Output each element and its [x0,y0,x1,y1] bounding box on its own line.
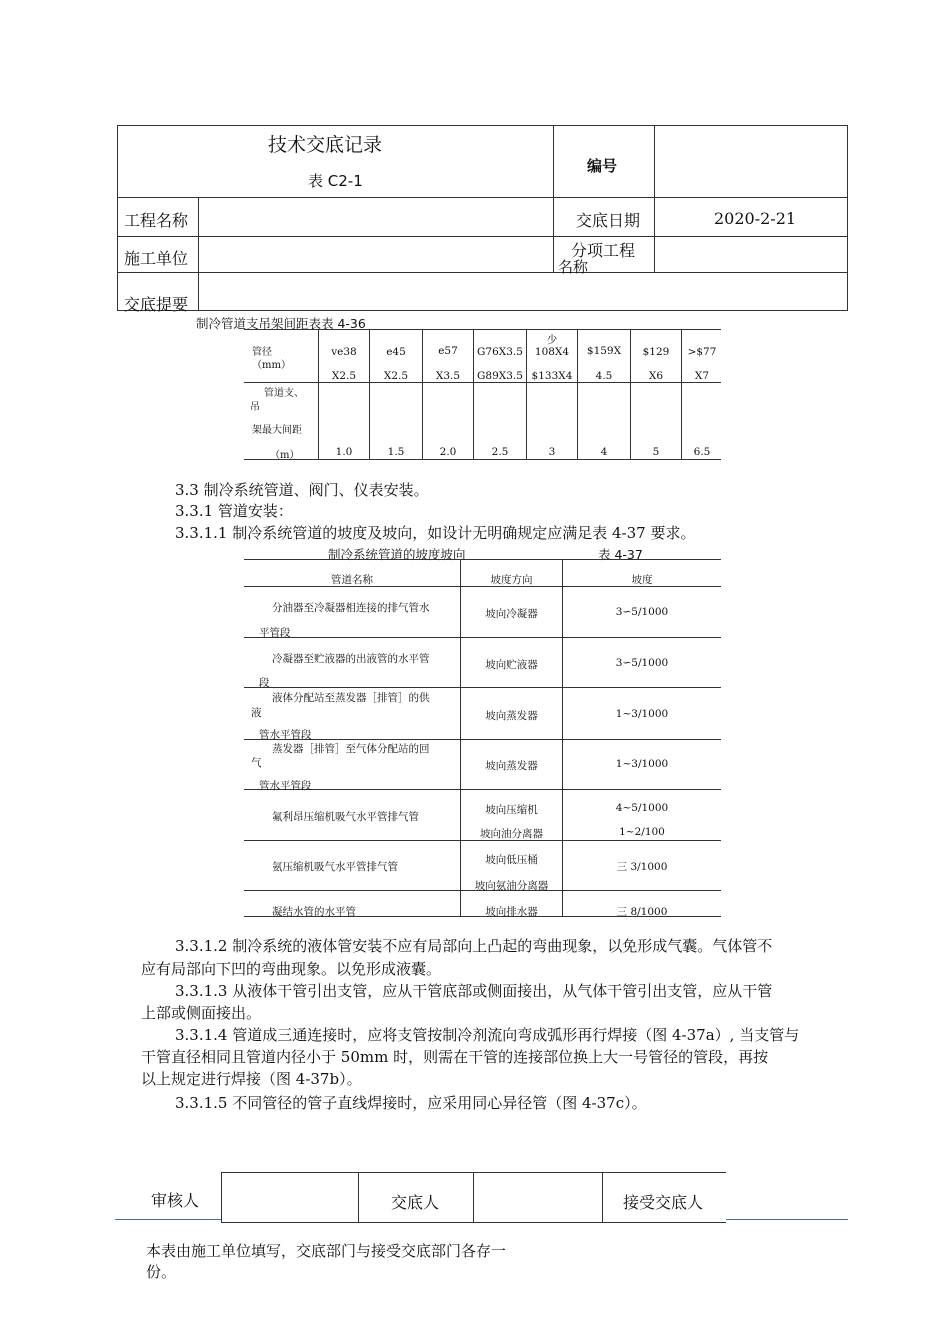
t2-header-name: 管道名称 [331,574,373,586]
t2-row4-name: 蒸发器［排管］至气体分配站的回 [272,743,430,755]
section-3-3-1: 3.3.1 管道安装： [175,502,293,520]
t2-row1-direction: 坡向冷凝器 [485,608,538,620]
t1-col4-top: G76X3.5 [477,346,523,358]
t1-col5-value: 3 [548,446,556,458]
t2-row6-name: 氨压缩机吸气水平管排气管 [272,861,398,873]
t1-col2-top: e45 [386,346,406,358]
t1-col1-top: ve38 [331,346,357,358]
reviewer-label: 审核人 [151,1191,200,1210]
t2-row3-name-3: 管水平管段 [259,729,312,741]
t1-col3-value: 2.0 [439,446,457,458]
summary-label: 交底提要 [124,295,189,314]
t1-col6-top: $159X [586,345,622,357]
para-3-3-1-4-cont-2: 以上规定进行焊接（图 4-37b）。 [141,1070,362,1088]
t2-row6-direction: 坡向低压桶 [485,854,538,866]
t2-row6-direction-2: 坡向氨油分离器 [474,880,549,892]
t1-col4-bottom: G89X3.5 [477,370,523,382]
footer-note-2: 份。 [146,1263,177,1281]
t2-row7-slope: 三 8/1000 [616,906,668,918]
t2-row7-direction: 坡向排水器 [485,906,538,918]
section-3-3-1-1: 3.3.1.1 制冷系统管道的坡度及坡向，如设计无明确规定应满足表 4-37 要求。 [175,524,696,542]
page-title: 技术交底记录 [268,134,383,156]
t2-row5-slope-2: 1~2/100 [619,826,665,838]
project-label: 工程名称 [124,211,189,230]
t2-header-direction: 坡度方向 [490,574,533,586]
para-3-3-1-3-cont: 上部或侧面接出。 [141,1004,262,1022]
footer-rule-left [115,1219,221,1220]
date-label: 交底日期 [576,211,641,230]
form-number: 表 C2-1 [308,172,363,190]
t2-row4-slope: 1~3/1000 [615,758,669,770]
t2-row5-direction: 坡向压缩机 [485,804,538,816]
t2-row4-name-3: 管水平管段 [259,780,312,792]
para-3-3-1-4: 3.3.1.4 管道成三通连接时，应将支管按制冷剂流向弯成弧形再行焊接（图 4-37a）, 当支管与 [175,1026,800,1044]
date-value: 2020-2-21 [714,209,797,228]
t1-col7-bottom: X6 [648,370,664,382]
t2-row1-slope: 3∽5/1000 [615,606,669,618]
t1-col5-top: 108X4 [534,346,570,358]
t1-col7-top: $129 [642,346,670,358]
t2-row4-name-2: 气 [251,757,262,769]
t1-col5-extra: 少 [546,334,558,346]
t2-row1-name-2: 平管段 [259,627,291,639]
t1-col5-bottom: $133X4 [531,370,573,382]
t1-col6-bottom: 4.5 [595,370,613,382]
t1-col8-bottom: X7 [694,370,710,382]
t2-row2-name: 冷凝器至贮液器的出液管的水平管 [272,653,430,665]
table2-caption: 制冷系统管道的坡度坡向 [328,547,466,562]
t1-row1-label: 管径 [252,347,272,358]
t1-col3-top: e57 [438,345,458,357]
para-3-3-1-2: 3.3.1.2 制冷系统的液体管安装不应有局部向上凸起的弯曲现象，以免形成气囊。气体管不 [175,937,773,955]
t2-row5-direction-2: 坡向油分离器 [480,828,543,840]
t1-col1-bottom: X2.5 [331,370,357,382]
t1-col4-value: 2.5 [491,446,509,458]
t2-row2-name-2: 段 [259,677,270,689]
t1-row2-label-1: 管道支、 [264,388,304,399]
t1-col7-value: 5 [652,446,660,458]
para-3-3-1-3: 3.3.1.3 从液体干管引出支管，应从干管底部或侧面接出，从气体干管引出支管，应从干管 [175,982,773,1000]
footer-note: 本表由施工单位填写，交底部门与接受交底部门各存一 [146,1242,507,1260]
footer-rule-right [726,1219,848,1220]
t2-row7-name: 凝结水管的水平管 [272,906,356,918]
t1-col2-value: 1.5 [387,446,405,458]
t2-row4-direction: 坡向蒸发器 [485,760,538,772]
t2-row6-slope: 三 3/1000 [616,861,668,873]
section-3-3: 3.3 制冷系统管道、阀门、仪表安装。 [175,481,429,499]
t1-col6-value: 4 [600,446,608,458]
t2-row3-name: 液体分配站至蒸发器［排管］的供 [272,692,430,704]
para-3-3-1-5: 3.3.1.5 不同管径的管子直线焊接时，应采用同心异径管（图 4-37c）。 [175,1094,647,1112]
para-3-3-1-2-cont: 应有局部向下凹的弯曲现象。以免形成液囊。 [141,960,442,978]
t1-col1-value: 1.0 [335,446,353,458]
subproject-label: 分项工程 [571,241,636,260]
t2-row3-slope: 1~3/1000 [615,708,669,720]
t2-header-slope: 坡度 [631,574,653,586]
t2-row5-slope: 4~5/1000 [615,802,669,814]
t2-row3-name-2: 液 [251,707,262,719]
t2-row5-name: 氟利昂压缩机吸气水平管排气管 [272,811,419,823]
t2-row2-direction: 坡向贮液器 [485,659,538,671]
table2-number: 表 4-37 [598,547,643,562]
t1-row2-label-2: 吊 [250,402,260,413]
t1-col8-top: >$77 [687,346,717,358]
t1-row2-label-3: 架最大间距 [252,425,302,436]
t1-col8-value: 6.5 [693,446,711,458]
unit-label: 施工单位 [124,249,189,268]
t2-row2-slope: 3∽5/1000 [615,657,669,669]
discloser-label: 交底人 [391,1193,440,1212]
subproject-label-2: 名称 [558,258,589,276]
receiver-label: 接受交底人 [623,1193,704,1212]
t1-col2-bottom: X2.5 [383,370,409,382]
para-3-3-1-4-cont: 干管直径相同且管道内径小于 50mm 时，则需在干管的连接部位换上大一号管径的管段，再按 [141,1048,769,1066]
number-label: 编号 [587,157,618,175]
t2-row3-direction: 坡向蒸发器 [485,710,538,722]
t1-col3-bottom: X3.5 [435,370,461,382]
t2-row1-name: 分油器至冷凝器相连接的排气管水 [272,602,430,614]
t1-row2-label-4: （m） [270,450,300,461]
t1-row1-unit: （mm） [252,360,291,371]
table1-caption: 制冷管道支吊架间距表表 4-36 [196,316,366,331]
